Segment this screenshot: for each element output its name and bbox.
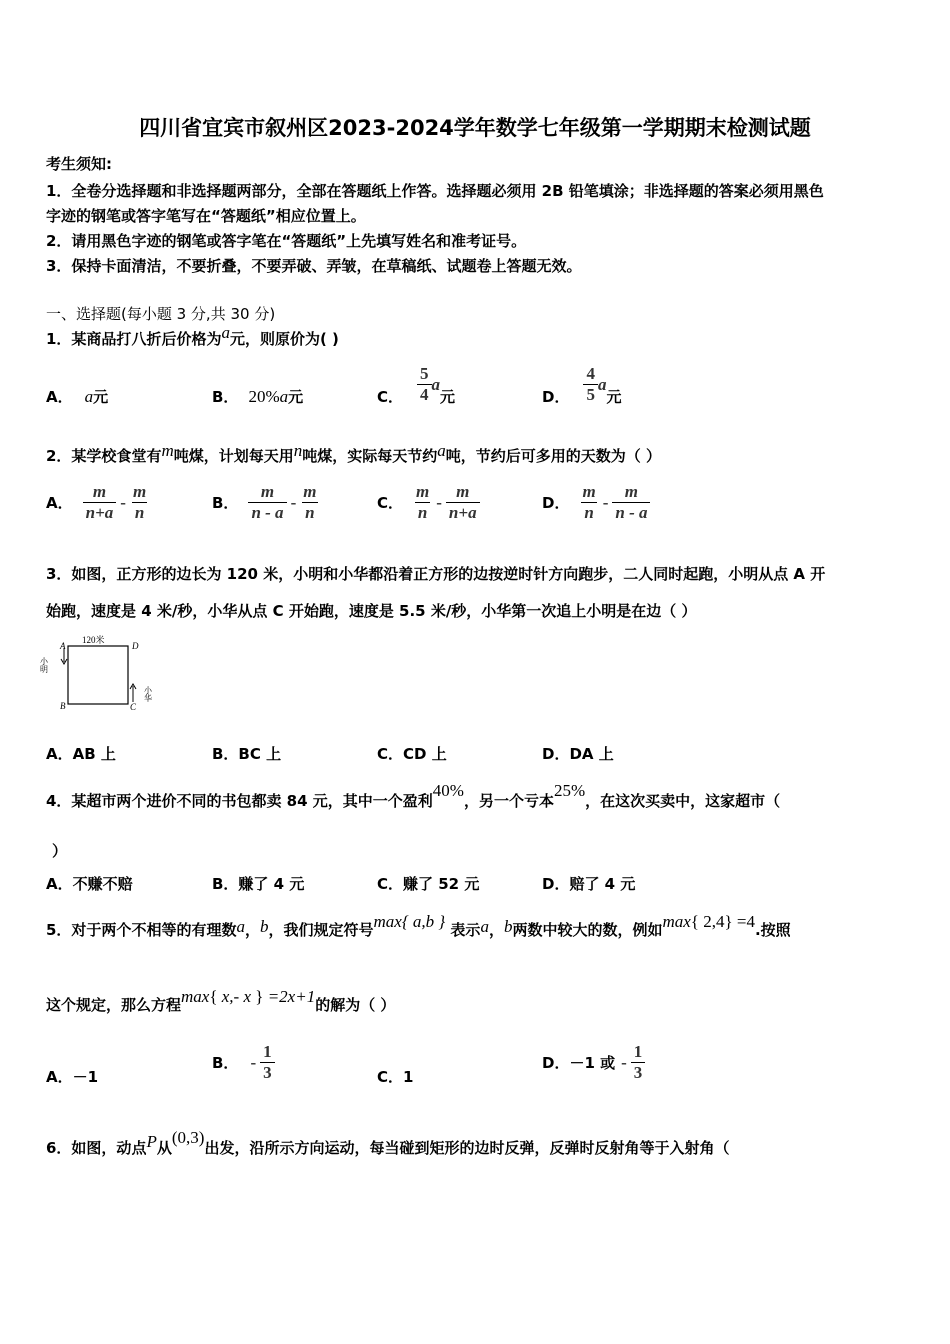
question-1-stem: 1．某商品打八折后价格为a元，则原价为( ) bbox=[46, 323, 339, 348]
q2-option-b[interactable]: B． $\frac{m}{n - a}$ - $\frac{m}{n}$ bbox=[212, 482, 317, 522]
xiaohua-label: 小华 bbox=[143, 686, 153, 702]
q5-option-c[interactable]: C．1 bbox=[377, 1068, 414, 1086]
point-d-label: D bbox=[132, 641, 139, 651]
question-4-line-2: ） bbox=[52, 842, 68, 860]
question-6-stem: 6．如图，动点P从(0,3)出发，沿所示方向运动，每当碰到矩形的边时反弹，反弹时反射角等于入射角（ bbox=[46, 1128, 730, 1157]
question-4-stem: 4．某超市两个进价不同的书包都卖 84 元，其中一个盈利40%，另一个亏本25%，在这次买卖中，这家超市（ bbox=[46, 781, 781, 810]
q3-option-b[interactable]: B．BC 上 bbox=[212, 745, 282, 763]
q5-option-d[interactable]: D．－1 或 - $\frac{1}{3}$ bbox=[542, 1042, 645, 1083]
xiaoming-label: 小明 bbox=[40, 657, 49, 673]
side-length-label: 120米 bbox=[82, 635, 105, 645]
question-5-line-1: 5．对于两个不相等的有理数a，b，我们规定符号max{ a,b } 表示a，b两数中较大的数，例如max{ 2,4} =4.按照 bbox=[46, 912, 791, 939]
section-heading: 一、选择题(每小题 3 分,共 30 分) bbox=[46, 305, 276, 323]
q3-option-d[interactable]: D．DA 上 bbox=[542, 745, 614, 763]
q5-option-b[interactable]: B． - $\frac{1}{3}$ bbox=[212, 1042, 275, 1083]
q4-option-c[interactable]: C．赚了 52 元 bbox=[377, 875, 480, 893]
q2-option-a[interactable]: A． $\frac{m}{n+a}$ - $\frac{m}{n}$ bbox=[46, 482, 147, 522]
q3-option-c[interactable]: C．CD 上 bbox=[377, 745, 447, 763]
q1-option-a[interactable]: A． a元 bbox=[46, 387, 109, 406]
q1-option-d[interactable]: D． $\frac{4}{5}$ a 元 bbox=[542, 364, 622, 406]
page-title: 四川省宜宾市叙州区2023-2024学年数学七年级第一学期期末检测试题 bbox=[139, 116, 811, 140]
q2-option-d[interactable]: D． $\frac{m}{n}$ - $\frac{m}{n - a}$ bbox=[542, 482, 650, 523]
notice-item-1-line-1: 1．全卷分选择题和非选择题两部分，全部在答题纸上作答。选择题必须用 2B 铅笔填涂；非选择题的答案必须用黑色 bbox=[46, 182, 824, 200]
point-c-label: C bbox=[130, 702, 137, 712]
point-b-label: B bbox=[60, 701, 66, 711]
q1-option-c[interactable]: C． $\frac{5}{4}$ a 元 bbox=[377, 364, 456, 406]
q2-option-c[interactable]: C． $\frac{m}{n}$ - $\frac{m}{n+a}$ bbox=[377, 482, 480, 523]
square-track-figure bbox=[40, 632, 170, 714]
q5-option-a[interactable]: A．－1 bbox=[46, 1068, 99, 1086]
point-a-label: A bbox=[60, 641, 66, 651]
notice-item-3: 3．保持卡面清洁，不要折叠，不要弄破、弄皱，在草稿纸、试题卷上答题无效。 bbox=[46, 257, 582, 275]
question-3-line-2: 始跑，速度是 4 米/秒，小华从点 C 开始跑，速度是 5.5 米/秒，小华第一次追上小明是在边（ ） bbox=[46, 602, 697, 620]
notice-item-1-line-2: 字迹的钢笔或答字笔写在“答题纸”相应位置上。 bbox=[46, 207, 366, 225]
question-3-line-1: 3．如图，正方形的边长为 120 米，小明和小华都沿着正方形的边按逆时针方向跑步，二人同时起跑，小明从点 A 开 bbox=[46, 565, 826, 583]
notice-item-2: 2．请用黑色字迹的钢笔或答字笔在“答题纸”上先填写姓名和准考证号。 bbox=[46, 232, 527, 250]
q4-option-d[interactable]: D．赔了 4 元 bbox=[542, 875, 636, 893]
q4-option-a[interactable]: A．不赚不赔 bbox=[46, 875, 133, 893]
q4-option-b[interactable]: B．赚了 4 元 bbox=[212, 875, 305, 893]
q3-option-a[interactable]: A．AB 上 bbox=[46, 745, 116, 763]
question-5-line-2: 这个规定，那么方程max{ x,- x } =2x+1的解为（ ） bbox=[46, 987, 396, 1014]
square-track bbox=[68, 646, 128, 704]
q1-option-b[interactable]: B． 20%a元 bbox=[212, 387, 304, 406]
notice-heading: 考生须知: bbox=[46, 155, 112, 173]
question-2-stem: 2．某学校食堂有m吨煤，计划每天用n吨煤，实际每天节约a吨，节约后可多用的天数为（ ） bbox=[46, 441, 661, 465]
